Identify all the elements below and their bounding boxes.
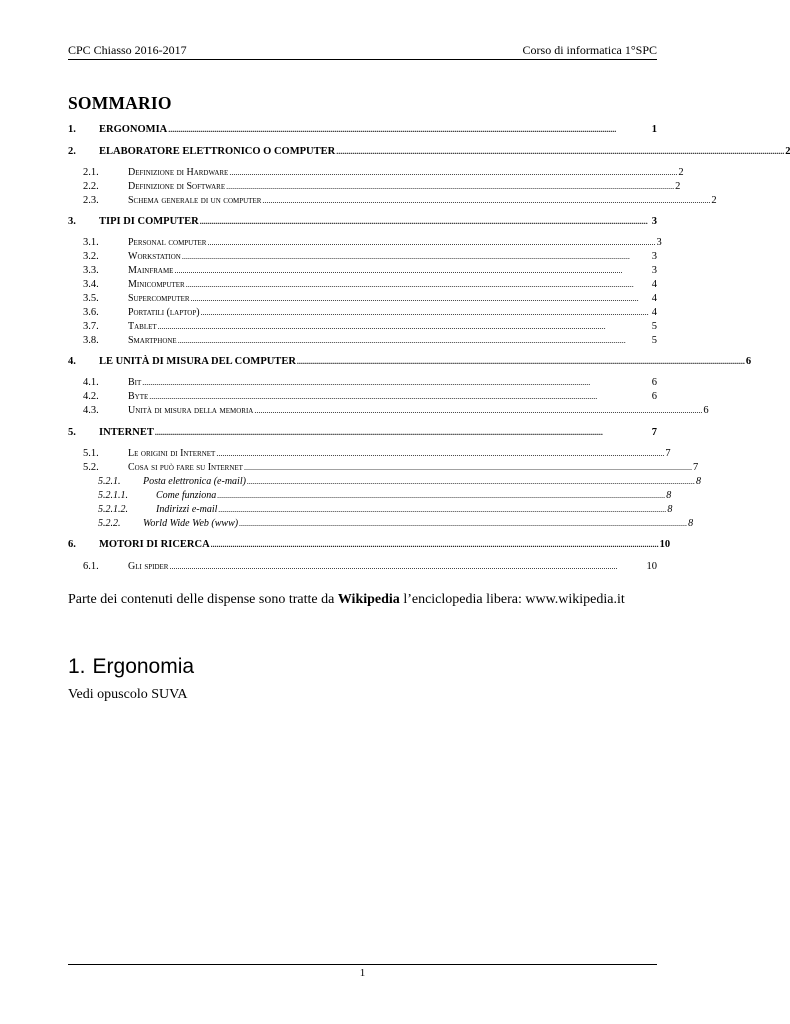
source-note-bold: Wikipedia <box>337 592 400 607</box>
toc-entry-label: Portatili (laptop) <box>128 307 200 318</box>
header-left-text: CPC Chiasso 2016-2017 <box>68 43 187 57</box>
toc-entry[interactable] <box>68 377 657 391</box>
toc-entry-label: Le origini di Internet <box>128 448 216 459</box>
toc-entry-page: 10 <box>659 539 671 550</box>
toc-entry-page: 5 <box>651 335 657 346</box>
toc-leader-dots: ................................................................................................................................................................................................................................ <box>217 491 666 500</box>
toc-entry-number: 4.3. <box>83 405 99 416</box>
toc-entry-number: 3. <box>68 216 76 227</box>
page-header <box>68 41 657 60</box>
toc-entry-label: INTERNET <box>99 427 154 438</box>
toc-entry[interactable] <box>68 391 657 405</box>
toc-leader-dots: ................................................................................................................................................................................................................................ <box>229 168 678 177</box>
toc-leader-dots: ................................................................................................................................................................................................................................ <box>218 505 667 514</box>
toc-entry-number: 3.2. <box>83 251 99 262</box>
toc-entry[interactable] <box>68 237 662 251</box>
toc-entry[interactable] <box>68 279 657 293</box>
toc-leader-dots: ................................................................................................................................................................................................................................ <box>149 392 598 401</box>
toc-entry-number: 3.5. <box>83 293 99 304</box>
toc-entry[interactable] <box>68 462 699 476</box>
toc-leader-dots: ................................................................................................................................................................................................................................ <box>226 182 675 191</box>
source-note-before: Parte dei contenuti delle dispense sono tratte da <box>68 592 338 607</box>
toc-entry-label: Mainframe <box>128 265 174 276</box>
toc-entry-label: Cosa si può fare su Internet <box>128 462 243 473</box>
toc-entry[interactable] <box>68 356 752 370</box>
toc-entry-number: 2. <box>68 146 76 157</box>
toc-entry-page: 5 <box>651 321 657 332</box>
toc-entry-page: 7 <box>665 448 671 459</box>
toc-title: SOMMARIO <box>68 93 172 113</box>
toc-entry-number: 5. <box>68 427 76 438</box>
toc-leader-dots: ................................................................................................................................................................................................................................ <box>174 266 623 275</box>
toc-entry[interactable] <box>68 216 657 230</box>
toc-entry-page: 3 <box>651 265 657 276</box>
toc-leader-dots: ................................................................................................................................................................................................................................ <box>336 147 785 156</box>
toc-entry-number: 5.2. <box>83 462 99 473</box>
toc-entry-label: MOTORI DI RICERCA <box>99 539 210 550</box>
toc-entry-number: 3.6. <box>83 307 99 318</box>
toc-entry[interactable] <box>68 181 681 195</box>
toc-entry[interactable] <box>68 504 673 518</box>
toc-entry-label: Schema generale di un computer <box>128 195 262 206</box>
toc-entry[interactable] <box>68 335 657 349</box>
toc-entry-page: 6 <box>651 391 657 402</box>
toc-leader-dots: ................................................................................................................................................................................................................................ <box>200 308 649 317</box>
toc-entry[interactable] <box>68 251 657 265</box>
toc-entry[interactable] <box>68 490 672 504</box>
toc-leader-dots: ................................................................................................................................................................................................................................ <box>262 196 711 205</box>
toc-entry-page: 6 <box>703 405 709 416</box>
toc-entry-number: 5.1. <box>83 448 99 459</box>
toc-entry-label: Gli spider <box>128 561 169 572</box>
toc-entry-label: Minicomputer <box>128 279 185 290</box>
toc-entry-page: 8 <box>688 518 694 529</box>
toc-entry-number: 3.1. <box>83 237 99 248</box>
toc-entry[interactable] <box>68 539 671 553</box>
toc-entry-number: 5.2.1.1. <box>98 490 128 501</box>
section-title: Ergonomia <box>92 655 195 678</box>
toc-entry-label: Bit <box>128 377 142 388</box>
toc-entry[interactable] <box>68 146 790 160</box>
toc-leader-dots: ................................................................................................................................................................................................................................ <box>216 449 665 458</box>
toc-entry-page: 2 <box>675 181 681 192</box>
toc-entry-number: 2.3. <box>83 195 99 206</box>
toc-entry[interactable] <box>68 195 717 209</box>
toc-entry[interactable] <box>68 405 709 419</box>
toc-leader-dots: ................................................................................................................................................................................................................................ <box>243 463 692 472</box>
toc-leader-dots: ................................................................................................................................................................................................................................ <box>190 294 639 303</box>
toc-entry[interactable] <box>68 124 657 138</box>
toc-entry[interactable] <box>68 561 657 575</box>
toc-leader-dots: ................................................................................................................................................................................................................................ <box>181 252 630 261</box>
toc-entry-page: 2 <box>711 195 717 206</box>
toc-entry-number: 4.1. <box>83 377 99 388</box>
toc-leader-dots: ................................................................................................................................................................................................................................ <box>154 428 603 437</box>
toc-entry[interactable] <box>68 427 657 441</box>
toc-entry-page: 8 <box>667 504 673 515</box>
toc-entry-label: Definizione di Hardware <box>128 167 229 178</box>
toc-entry-page: 4 <box>651 293 657 304</box>
toc-entry-page: 3 <box>651 216 657 227</box>
toc-entry-label: ELABORATORE ELETTRONICO O COMPUTER <box>99 146 336 157</box>
toc-entry-page: 4 <box>651 307 657 318</box>
toc-entry-label: Smartphone <box>128 335 177 346</box>
toc-entry-number: 5.2.2. <box>98 518 121 529</box>
toc-entry-number: 3.4. <box>83 279 99 290</box>
toc-entry[interactable] <box>68 321 657 335</box>
toc-entry[interactable] <box>68 265 657 279</box>
toc-leader-dots: ................................................................................................................................................................................................................................ <box>169 562 618 571</box>
toc-leader-dots: ................................................................................................................................................................................................................................ <box>239 519 688 528</box>
section-body: Vedi opuscolo SUVA <box>68 687 188 702</box>
toc-entry-number: 6. <box>68 539 76 550</box>
toc-leader-dots: ................................................................................................................................................................................................................................ <box>168 125 617 134</box>
toc-entry-page: 3 <box>656 237 662 248</box>
toc-entry-number: 4. <box>68 356 76 367</box>
toc-entry-number: 2.2. <box>83 181 99 192</box>
toc-entry-label: Definizione di Software <box>128 181 226 192</box>
toc-entry-number: 3.8. <box>83 335 99 346</box>
toc-entry-label: Workstation <box>128 251 181 262</box>
toc-entry-label: Supercomputer <box>128 293 190 304</box>
toc-entry-label: LE UNITÀ DI MISURA DEL COMPUTER <box>99 356 296 367</box>
toc-entry-label: Unità di misura della memoria <box>128 405 254 416</box>
toc-entry-number: 4.2. <box>83 391 99 402</box>
toc-entry-label: Tablet <box>128 321 157 332</box>
toc-entry-number: 3.7. <box>83 321 99 332</box>
toc-leader-dots: ................................................................................................................................................................................................................................ <box>157 322 606 331</box>
toc-entry-page: 6 <box>651 377 657 388</box>
toc-entry-label: Indirizzi e-mail <box>156 504 218 515</box>
toc-leader-dots: ................................................................................................................................................................................................................................ <box>296 357 745 366</box>
toc-entry-label: Posta elettronica (e-mail) <box>143 476 246 487</box>
toc-leader-dots: ................................................................................................................................................................................................................................ <box>254 406 703 415</box>
toc-leader-dots: ................................................................................................................................................................................................................................ <box>210 540 659 549</box>
toc-leader-dots: ................................................................................................................................................................................................................................ <box>207 238 656 247</box>
toc-entry-page: 6 <box>745 356 752 367</box>
toc-entry-number: 5.2.1. <box>98 476 121 487</box>
toc-entry[interactable] <box>68 167 684 181</box>
toc-entry-page: 1 <box>651 124 657 135</box>
toc-entry-label: Personal computer <box>128 237 207 248</box>
toc-entry-page: 8 <box>666 490 672 501</box>
page-number: 1 <box>359 967 366 979</box>
source-note <box>68 592 625 608</box>
toc-entry-page: 2 <box>785 146 790 157</box>
toc-entry-number: 2.1. <box>83 167 99 178</box>
toc-entry-label: ERGONOMIA <box>99 124 168 135</box>
toc-entry-page: 8 <box>695 476 701 487</box>
toc-entry-page: 2 <box>678 167 684 178</box>
toc-entry-page: 10 <box>646 561 657 572</box>
toc-leader-dots: ................................................................................................................................................................................................................................ <box>185 280 634 289</box>
header-right-text: Corso di informatica 1°SPC <box>522 43 657 57</box>
toc-entry-page: 3 <box>651 251 657 262</box>
toc-entry-label: World Wide Web (www) <box>143 518 239 529</box>
toc-leader-dots: ................................................................................................................................................................................................................................ <box>177 336 626 345</box>
toc-entry-page: 7 <box>692 462 699 473</box>
toc-entry-label: TIPI DI COMPUTER <box>99 216 199 227</box>
section-number: 1. <box>68 655 86 678</box>
toc-entry-number: 5.2.1.2. <box>98 504 128 515</box>
footer-rule <box>68 964 657 965</box>
toc-entry-number: 3.3. <box>83 265 99 276</box>
toc-leader-dots: ................................................................................................................................................................................................................................ <box>199 217 648 226</box>
toc-entry[interactable] <box>68 307 657 321</box>
toc-entry[interactable] <box>68 518 694 532</box>
toc-entry-page: 7 <box>651 427 657 438</box>
toc-leader-dots: ................................................................................................................................................................................................................................ <box>246 477 695 486</box>
source-note-after: l’enciclopedia libera: www.wikipedia.it <box>399 592 625 607</box>
toc-entry-label: Come funziona <box>156 490 217 501</box>
toc-entry-number: 1. <box>68 124 76 135</box>
toc-entry-label: Byte <box>128 391 149 402</box>
toc-leader-dots: ................................................................................................................................................................................................................................ <box>142 378 591 387</box>
toc-entry-number: 6.1. <box>83 561 99 572</box>
toc-entry-page: 4 <box>651 279 657 290</box>
toc-entry[interactable] <box>68 293 657 307</box>
toc-entry[interactable] <box>68 476 701 490</box>
section-heading <box>68 655 194 679</box>
toc-entry[interactable] <box>68 448 671 462</box>
